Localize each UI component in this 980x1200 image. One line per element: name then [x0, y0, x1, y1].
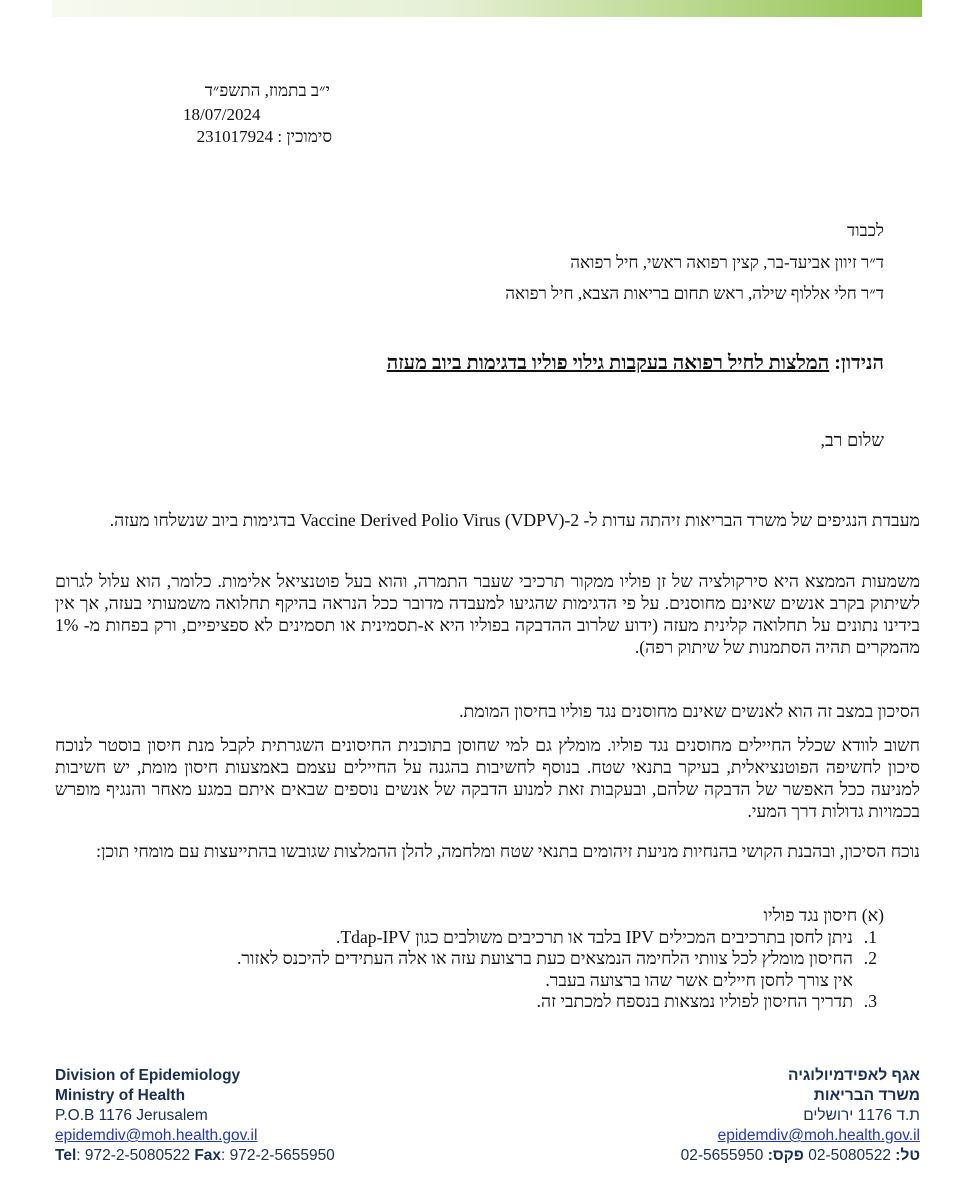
gregorian-date: 18/07/2024 [183, 105, 261, 124]
list-item-number: 2. [863, 948, 877, 968]
list-heading: (א) חיסון נגד פוליו [763, 905, 884, 925]
footer-address: P.O.B 1176 Jerusalem [55, 1107, 208, 1124]
subject-line [387, 350, 884, 376]
footer-tel-he: 02-5080522 [808, 1147, 891, 1164]
paragraph-recommendations-intro: נוכח הסיכון, ובהבנת הקושי בהנחיות מניעת זיהומים בתנאי שטח ומלחמה, להלן ההמלצות שגובשו בהתייעצות עם מומחי תוכן: [96, 841, 920, 861]
footer-tel: : 972-2-5080522 [76, 1147, 191, 1164]
footer-fax: : 972-2-5655950 [221, 1147, 335, 1164]
list-item [93, 927, 877, 948]
footer-division-he: אגף לאפידמיולוגיה [788, 1067, 920, 1084]
list-item-number: 3. [863, 991, 877, 1011]
paragraph-risk: הסיכון במצב זה הוא לאנשים שאינם מחוסנים נגד פוליו בחיסון המומת. [459, 701, 920, 721]
list-item-text: תדריך החיסון לפוליו נמצאות בנספח למכתבי זה. [536, 991, 853, 1011]
footer-division: Division of Epidemiology [55, 1067, 241, 1084]
list-item-number: 1. [863, 927, 877, 947]
subject-text: המלצות לחיל רפואה בעקבות גילוי פוליו בדגימות ביוב מעזה [386, 352, 830, 374]
list-item [93, 948, 877, 969]
list-item-continuation: אין צורך לחסן חיילים אשר שהו ברצועה בעבר. [545, 970, 853, 990]
hebrew-date: י״ב בתמוז, התשפ״ד [204, 81, 330, 100]
subject-label: הנידון: [834, 352, 884, 374]
footer-fax-label-he: פקס: [767, 1147, 804, 1164]
footer-fax-he: 02-5655950 [680, 1147, 764, 1164]
paragraph-lab-finding: מעבדת הנגיפים של משרד הבריאות זיהתה עדות ל- Vaccine Derived Polio Virus (VDPV)-2 בדגימות ביוב שנשלחו מעזה. [109, 510, 920, 530]
recipient-line-1: ד״ר זיוון אביעד-בר, קצין רפואה ראשי, חיל רפואה [570, 253, 884, 272]
list-item-text: החיסון מומלץ לכל צוותי הלחימה הנמצאים כעת ברצועת עזה או אלה העתידים להיכנס לאזור. [236, 948, 853, 968]
footer-ministry-he: משרד הבריאות [813, 1087, 920, 1104]
list-item-text: ניתן לחסן בתרכיבים המכילים IPV בלבד או תרכיבים משולבים כגון Tdap-IPV. [336, 927, 853, 947]
footer-hebrew [500, 1066, 920, 1166]
footer-fax-label: Fax [194, 1147, 222, 1164]
recipient-line-2: ד״ר חלי אללוף שילה, ראש תחום בריאות הצבא, חיל רפואה [505, 284, 884, 303]
addressee-label: לכבוד [847, 221, 884, 240]
footer-email-link-he[interactable]: epidemdiv@moh.health.gov.il [717, 1127, 920, 1144]
letterhead-green-band [52, 0, 922, 17]
footer-tel-label-he: טל: [895, 1147, 920, 1164]
footer-tel-label: Tel [55, 1147, 77, 1164]
paragraph-significance: משמעות הממצא היא סירקולציה של זן פוליו ממקור תרכיבי שעבר התמרה, והוא בעל פוטנציאל אלימות. כלומר, הוא עלול לגרום לשיתוק בקרב אנשים שאינם מחוסנים. על פי הדגימות שהגיעו למעבדה מדובר ככל הנראה בהיקף תחלואה משמעותי בעזה, אך אין בידינו נתונים על תחלואה קלינית מעזה (ידוע שלרוב ההדבקה בפוליו היא א-תסמינית או תסמינים לא ספציפיים, ורק בפחות מ- 1% מהמקרים תהיה הסתמנות של שיתוק רפה). [55, 571, 920, 657]
greeting: שלום רב, [820, 430, 884, 450]
footer-contact-he [500, 1146, 920, 1166]
paragraph-vaccination-importance: חשוב לוודא שכלל החיילים מחוסנים נגד פוליו. מומלץ גם למי שחוסן בתוכנית החיסונים השגרתית לקבל מנת חיסון בוסטר לנוכח סיכון לחשיפה הפוטנציאלית, בעיקר בתנאי שטח. בנוסף לחשיבות בהגנה על החיילים עצמם באמצעות חיסון מומת, יש חשיבות למניעה ככל האפשר של הדבקה שלהם, ובעקבות זאת למנוע הדבקה של אנשים נוספים שבאים איתם במגע מאחר והנגיף מופרש בכמויות גדולות דרך המעי. [55, 735, 920, 821]
reference-number: סימוכין : 231017924 [196, 127, 332, 146]
footer-ministry: Ministry of Health [55, 1087, 186, 1104]
footer-address-he: ת.ד 1176 ירושלים [803, 1107, 920, 1124]
list-item [93, 991, 877, 1012]
footer-english [55, 1066, 475, 1166]
footer-email-link[interactable]: epidemdiv@moh.health.gov.il [55, 1127, 258, 1144]
footer-contact [55, 1146, 475, 1166]
